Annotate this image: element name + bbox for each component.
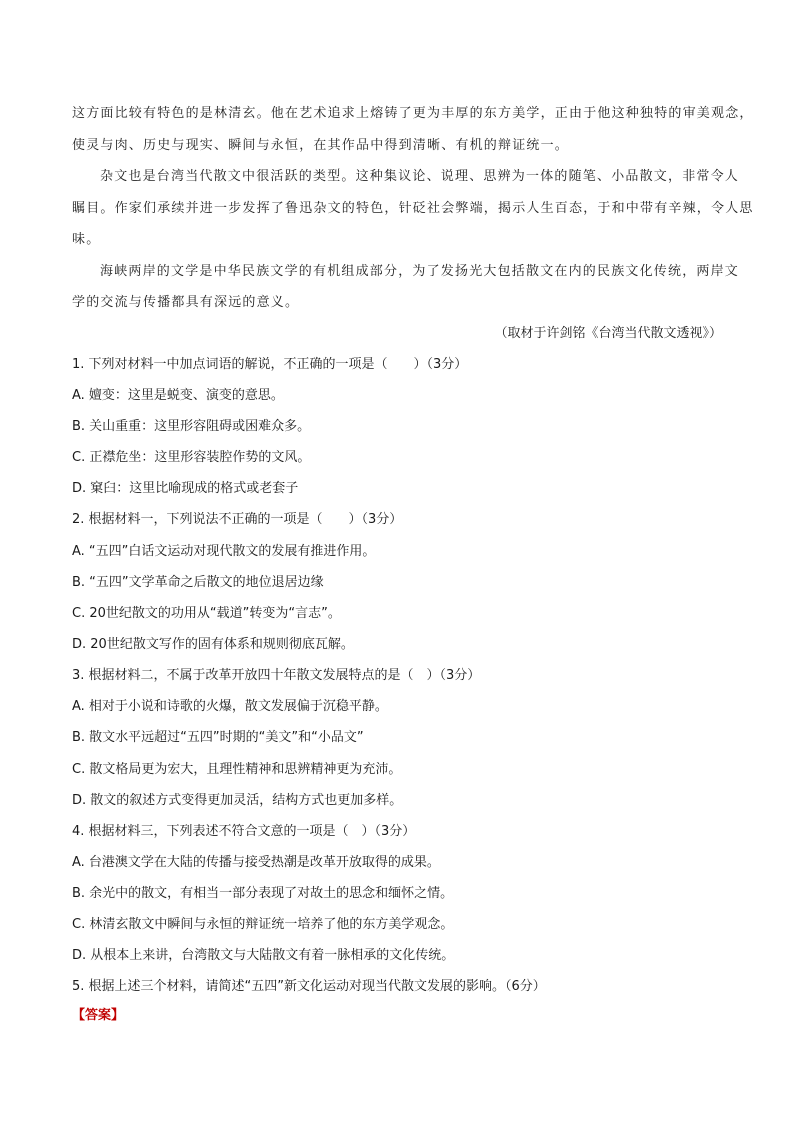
question-3-option-c: C. 散文格局更为宏大，且理性精神和思辨精神更为充沛。 xyxy=(72,762,402,777)
passage-line-5: 味。 xyxy=(72,232,101,247)
question-5-stem: 5. 根据上述三个材料，请简述“五四”新文化运动对现当代散文发展的影响。（6分） xyxy=(72,979,546,994)
question-4-option-c: C. 林清玄散文中瞬间与永恒的辩证统一培养了他的东方美学观念。 xyxy=(72,917,454,932)
question-2-stem: 2. 根据材料一，下列说法不正确的一项是（ ）（3分） xyxy=(72,512,403,527)
question-2-option-c: C. 20世纪散文的功用从“载道”转变为“言志”。 xyxy=(72,606,341,621)
passage-line-3: 杂文也是台湾当代散文中很活跃的类型。这种集议论、说理、思辨为一体的随笔、小品散文，非常令人 xyxy=(100,169,740,184)
question-4-option-a: A. 台港澳文学在大陆的传播与接受热潮是改革开放取得的成果。 xyxy=(72,855,440,870)
question-1-option-b: B. 关山重重：这里形容阻碍或困难众多。 xyxy=(72,419,311,434)
question-3-option-d: D. 散文的叙述方式变得更加灵活，结构方式也更加多样。 xyxy=(72,793,403,808)
question-2-option-a: A. “五四”白话文运动对现代散文的发展有推进作用。 xyxy=(72,544,376,559)
answer-label: 【答案】 xyxy=(72,1008,125,1023)
passage-line-6: 海峡两岸的文学是中华民族文学的有机组成部分，为了发扬光大包括散文在内的民族文化传统，两岸文 xyxy=(100,264,740,279)
question-4-option-d: D. 从根本上来讲，台湾散文与大陆散文有着一脉相承的文化传统。 xyxy=(72,948,455,963)
question-2-option-b: B. “五四”文学革命之后散文的地位退居边缘 xyxy=(72,575,324,590)
question-1-stem: 1. 下列对材料一中加点词语的解说，不正确的一项是（ ）（3分） xyxy=(72,357,468,372)
question-4-stem: 4. 根据材料三，下列表述不符合文意的一项是（ ）（3分） xyxy=(72,824,416,839)
passage-source: （取材于许剑铭《台湾当代散文透视》） xyxy=(494,326,722,341)
question-3-stem: 3. 根据材料二，不属于改革开放四十年散文发展特点的是（ ）（3分） xyxy=(72,668,481,683)
question-2-option-d: D. 20世纪散文写作的固有体系和规则彻底瓦解。 xyxy=(72,637,354,652)
passage-line-4: 瞩目。作家们承续并进一步发挥了鲁迅杂文的特色，针砭社会弊端，揭示人生百态，于和中带有辛辣，令人思 xyxy=(72,201,754,216)
passage-line-2: 使灵与肉、历史与现实、瞬间与永恒，在其作品中得到清晰、有机的辩证统一。 xyxy=(72,138,570,153)
question-1-option-a: A. 嬗变：这里是蜕变、演变的意思。 xyxy=(72,388,284,403)
question-1-option-c: C. 正襟危坐：这里形容装腔作势的文风。 xyxy=(72,450,311,465)
question-3-option-a: A. 相对于小说和诗歌的火爆，散文发展偏于沉稳平静。 xyxy=(72,699,388,714)
passage-line-7: 学的交流与传播都具有深远的意义。 xyxy=(72,295,300,310)
passage-line-1: 这方面比较有特色的是林清玄。他在艺术追求上熔铸了更为丰厚的东方美学，正由于他这种独特的审美观念， xyxy=(72,106,754,121)
question-3-option-b: B. 散文水平远超过“五四”时期的“美文”和“小品文” xyxy=(72,730,364,745)
question-4-option-b: B. 余光中的散文，有相当一部分表现了对故土的思念和缅怀之情。 xyxy=(72,886,454,901)
question-1-option-d: D. 窠臼：这里比喻现成的格式或老套子 xyxy=(72,481,299,496)
